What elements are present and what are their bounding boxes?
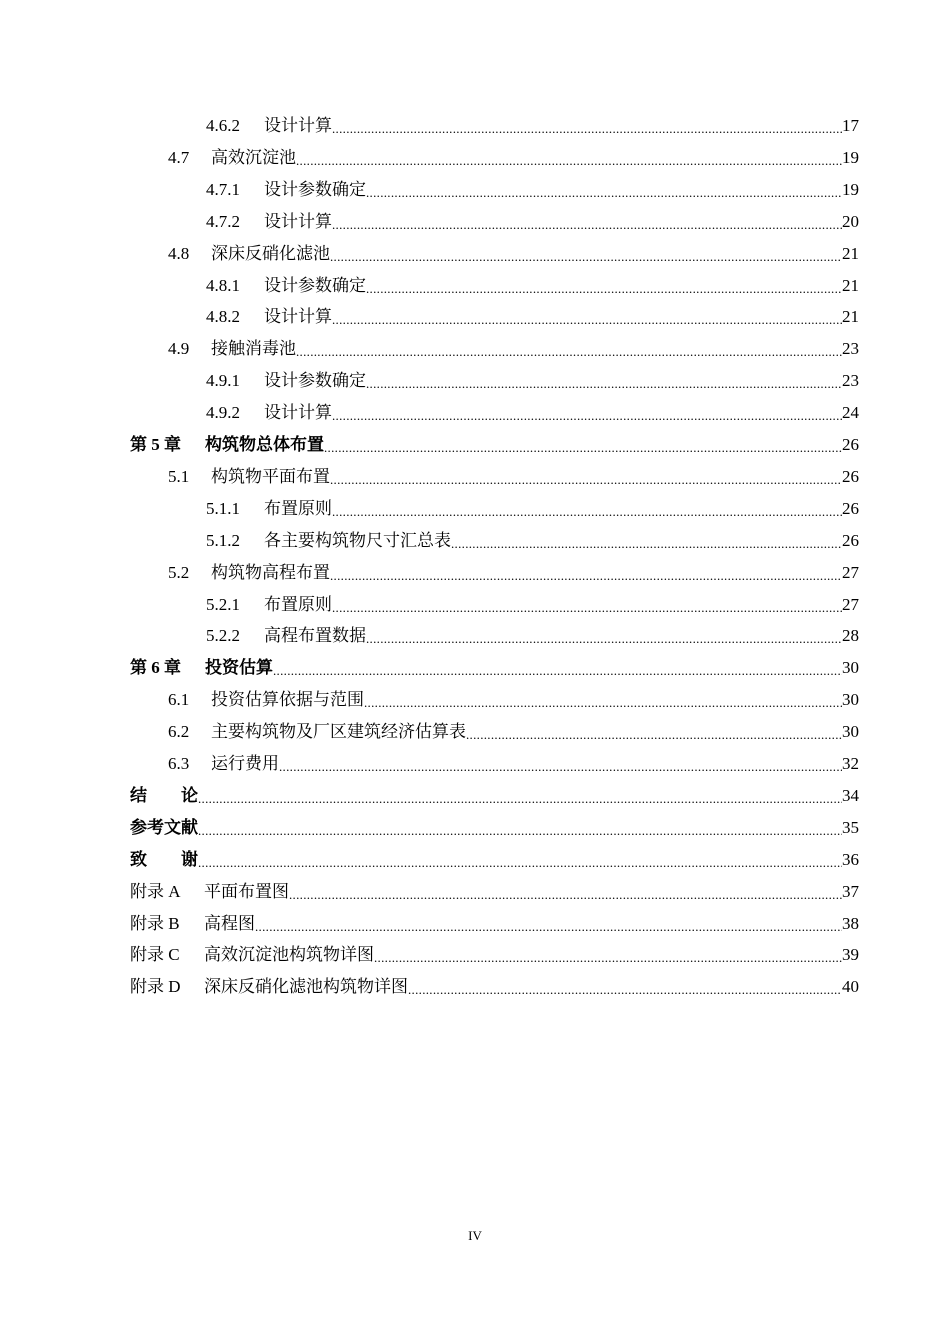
toc-dot-leader [273, 656, 842, 680]
toc-entry-page: 26 [842, 530, 859, 550]
toc-entry-title: 设计计算 [264, 403, 332, 423]
toc-entry-number: 6.3 [168, 754, 190, 773]
toc-entry[interactable] [0, 174, 950, 206]
toc-entry-page: 27 [842, 594, 859, 614]
toc-entry-number: 5.1 [168, 466, 190, 486]
toc-entry-title: 设计参数确定 [264, 371, 366, 391]
toc-dot-leader [364, 688, 842, 712]
toc-entry-number: 4.9 [168, 339, 190, 359]
toc-entry-page: 39 [842, 945, 859, 965]
toc-entry-title: 设计计算 [264, 307, 332, 327]
toc-entry-number: 第 6 章 [130, 658, 181, 678]
toc-entry-page: 32 [842, 754, 859, 773]
toc-entry[interactable] [0, 429, 950, 461]
toc-entry-page: 34 [842, 785, 859, 805]
toc-entry-page: 30 [842, 722, 859, 742]
toc-entry-number: 附录 B [130, 913, 180, 933]
toc-entry[interactable] [0, 812, 950, 844]
toc-entry[interactable] [0, 493, 950, 525]
toc-entry[interactable] [0, 525, 950, 557]
toc-entry[interactable] [0, 238, 950, 270]
toc-entry-page: 23 [842, 339, 859, 359]
toc-dot-leader [330, 561, 842, 585]
toc-entry[interactable] [0, 908, 950, 940]
toc-entry-page: 27 [842, 562, 859, 582]
toc-dot-leader [255, 912, 842, 936]
toc-entry-title: 构筑物平面布置 [211, 466, 330, 486]
toc-entry-page: 21 [842, 275, 859, 295]
toc-entry-page: 30 [842, 658, 859, 678]
toc-entry[interactable] [0, 557, 950, 589]
toc-entry-page: 23 [842, 371, 859, 391]
toc-entry[interactable] [0, 142, 950, 174]
toc-entry-title: 主要构筑物及厂区建筑经济估算表 [211, 722, 466, 742]
toc-entry[interactable] [0, 748, 950, 780]
toc-entry-number: 4.7 [168, 147, 190, 167]
toc-entry-title: 致 谢 [130, 849, 198, 869]
toc-entry-page: 17 [842, 116, 859, 135]
toc-dot-leader [198, 816, 842, 840]
toc-entry-title: 高效沉淀池构筑物详图 [204, 945, 374, 965]
toc-entry-page: 37 [842, 881, 859, 901]
toc-entry-number: 5.1.1 [206, 498, 240, 518]
toc-entry-number: 附录 C [130, 945, 180, 965]
toc-entry-title: 深床反硝化滤池构筑物详图 [204, 977, 408, 997]
toc-entry-number: 4.9.1 [206, 371, 240, 391]
toc-entry[interactable] [0, 780, 950, 812]
toc-entry-page: 26 [842, 435, 859, 454]
toc-entry[interactable] [0, 397, 950, 429]
toc-dot-leader [289, 880, 842, 904]
toc-entry-number: 5.1.2 [206, 530, 240, 550]
toc-entry-page: 26 [842, 498, 859, 518]
toc-entry[interactable] [0, 461, 950, 493]
toc-entry[interactable] [0, 844, 950, 876]
toc-entry-page: 36 [842, 849, 859, 869]
toc-dot-leader [296, 146, 842, 170]
toc-dot-leader [366, 369, 842, 393]
toc-entry-title: 高程布置数据 [264, 626, 366, 646]
toc-dot-leader [332, 210, 842, 234]
toc-entry-title: 设计计算 [264, 116, 332, 135]
toc-entry[interactable] [0, 652, 950, 684]
toc-entry-page: 40 [842, 977, 859, 997]
toc-entry-title: 构筑物高程布置 [211, 562, 330, 582]
toc-entry-number: 6.2 [168, 722, 190, 742]
toc-entry-page: 30 [842, 690, 859, 710]
toc-dot-leader [332, 305, 842, 329]
toc-dot-leader [366, 178, 842, 202]
toc-entry[interactable] [0, 939, 950, 971]
page-number-footer: IV [468, 1228, 482, 1243]
toc-entry-number: 4.9.2 [206, 403, 240, 423]
toc-entry[interactable] [0, 365, 950, 397]
toc-entry-title: 各主要构筑物尺寸汇总表 [264, 530, 451, 550]
toc-entry-title: 深床反硝化滤池 [211, 243, 330, 263]
toc-entry[interactable] [0, 716, 950, 748]
toc-dot-leader [296, 337, 842, 361]
toc-entry-title: 投资估算 [205, 658, 273, 678]
toc-entry-title: 高效沉淀池 [211, 147, 296, 167]
toc-dot-leader [332, 497, 842, 521]
toc-entry-page: 21 [842, 307, 859, 327]
toc-entry[interactable] [0, 206, 950, 238]
toc-entry[interactable] [0, 270, 950, 302]
toc-dot-leader [366, 274, 842, 298]
toc-entry[interactable] [0, 301, 950, 333]
toc-entry-page: 21 [842, 243, 859, 263]
toc-dot-leader [332, 114, 842, 138]
toc-entry-number: 第 5 章 [130, 435, 181, 454]
toc-entry-title: 构筑物总体布置 [205, 435, 324, 454]
toc-entry-page: 38 [842, 913, 859, 933]
toc-entry-number: 4.8.2 [206, 307, 240, 327]
toc-entry-number: 5.2.1 [206, 594, 240, 614]
toc-entry-title: 设计参数确定 [264, 179, 366, 199]
toc-entry-number: 5.2 [168, 562, 190, 582]
toc-entry[interactable] [0, 620, 950, 652]
toc-entry-page: 20 [842, 211, 859, 231]
toc-entry-title: 接触消毒池 [211, 339, 296, 359]
toc-entry-page: 26 [842, 466, 859, 486]
toc-entry[interactable] [0, 971, 950, 1003]
toc-dot-leader [466, 720, 842, 744]
toc-dot-leader [198, 848, 842, 872]
toc-dot-leader [330, 465, 842, 489]
toc-entry-title: 布置原则 [264, 594, 332, 614]
toc-entry[interactable] [0, 333, 950, 365]
toc-entry-number: 附录 A [130, 881, 181, 901]
toc-entry-page: 28 [842, 626, 859, 646]
toc-entry-page: 19 [842, 147, 859, 167]
toc-entry-page: 24 [842, 403, 859, 423]
toc-dot-leader [332, 401, 842, 425]
toc-dot-leader [198, 784, 842, 808]
toc-entry-title: 结 论 [130, 785, 198, 805]
toc-dot-leader [332, 593, 842, 617]
toc-dot-leader [330, 242, 842, 266]
toc-entry[interactable] [0, 876, 950, 908]
toc-entry-page: 19 [842, 179, 859, 199]
toc-entry-title: 布置原则 [264, 498, 332, 518]
toc-entry-number: 4.7.1 [206, 179, 240, 199]
toc-entry-title: 平面布置图 [204, 881, 289, 901]
toc-entry-title: 设计计算 [264, 211, 332, 231]
toc-entry-title: 设计参数确定 [264, 275, 366, 295]
toc-entry-number: 4.6.2 [206, 116, 240, 135]
toc-dot-leader [451, 529, 842, 553]
toc-entry[interactable] [0, 110, 950, 142]
toc-entry-number: 附录 D [130, 977, 181, 997]
toc-entry-number: 4.8 [168, 243, 190, 263]
toc-dot-leader [324, 433, 842, 457]
toc-dot-leader [374, 943, 842, 967]
toc-entry[interactable] [0, 589, 950, 621]
toc-entry-title: 参考文献 [130, 817, 198, 837]
toc-entry-number: 5.2.2 [206, 626, 240, 646]
toc-entry-number: 4.8.1 [206, 275, 240, 295]
toc-entry-number: 4.7.2 [206, 211, 240, 231]
toc-entry-title: 高程图 [204, 913, 255, 933]
toc-entry-title: 投资估算依据与范围 [211, 690, 364, 710]
toc-entry[interactable] [0, 684, 950, 716]
toc-entry-number: 6.1 [168, 690, 190, 710]
toc-dot-leader [279, 752, 842, 776]
toc-entry-page: 35 [842, 817, 859, 837]
toc-dot-leader [366, 624, 842, 648]
toc-dot-leader [408, 975, 842, 999]
toc-entry-title: 运行费用 [211, 754, 279, 773]
